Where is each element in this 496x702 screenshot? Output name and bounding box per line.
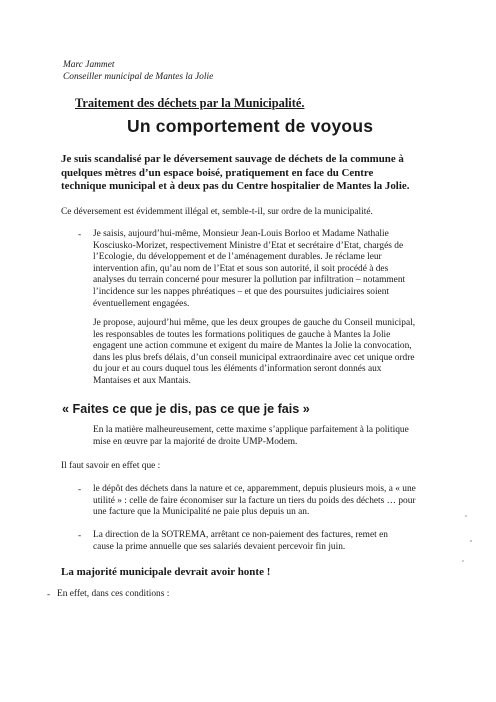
- text-line: cause la prime annuelle que ses salariés devaient percevoir fin juin.: [93, 541, 346, 552]
- scan-speck: [465, 515, 467, 517]
- bullet-paragraph-ministers: [93, 229, 455, 310]
- bullet-paragraph-sotrema: [93, 530, 455, 553]
- author-name: Marc Jammet: [63, 60, 115, 70]
- text-line: analyses du terrain concerné pour mesurer la pollution par infiltration – notamment: [93, 275, 406, 286]
- text-line: éventuellement engagées.: [93, 298, 190, 309]
- author-role: Conseiller municipal de Mantes la Jolie: [63, 72, 214, 82]
- text-line: engagent une action commune et exigent du maire de Mantes la Jolie la convocation,: [93, 341, 412, 352]
- paragraph-proposal: [93, 318, 455, 388]
- text-line: Kosciusko-Morizet, respectivement Ministre d’Etat et secrétaire d’Etat, chargés de: [93, 240, 404, 251]
- conclusion-heading: La majorité municipale devrait avoir honte !: [61, 566, 271, 578]
- lead-paragraph: [61, 153, 455, 194]
- lead-line: quelques mètres d’un espace boisé, pratiquement en face du Centre: [61, 166, 374, 179]
- scan-speck: [470, 540, 472, 542]
- bullet-dash: -: [78, 485, 82, 495]
- text-line: dans les plus brefs délais, d’un conseil municipal extraordinaire avec cet unique ordre: [93, 352, 415, 363]
- text-line: Mantaises et aux Mantais.: [93, 375, 191, 386]
- subtitle: Traitement des déchets par la Municipalité.: [75, 96, 305, 110]
- text-line: Je propose, aujourd’hui même, que les deux groupes de gauche du Conseil municipal,: [93, 318, 416, 328]
- intro-sentence-2: Il faut savoir en effet que :: [61, 461, 161, 471]
- text-line: La direction de la SOTREMA, arrêtant ce non-paiement des factures, remet en: [93, 530, 388, 540]
- text-line: intervention afin, qu’au nom de l’Etat et sous son autorité, il soit procédé à des: [93, 263, 389, 274]
- text-line: l’Ecologie, du développement et de l’aménagement durables. Je réclame leur: [93, 252, 382, 263]
- page-title: Un comportement de voyous: [127, 116, 374, 136]
- lead-line: Je suis scandalisé par le déversement sauvage de déchets de la commune à: [61, 153, 404, 165]
- bullet-paragraph-waste: [93, 484, 455, 519]
- text-line: les responsables de toutes les formations politiques de gauche à Mantes la Jolie: [93, 329, 391, 340]
- text-line: utilité » : celle de faire économiser sur la facture un tiers du poids des déchets … pour: [93, 495, 416, 506]
- text-line: En la matière malheureusement, cette maxime s’applique parfaitement à la politique: [93, 425, 409, 435]
- bullet-dash: -: [78, 230, 82, 240]
- text-line: le dépôt des déchets dans la nature et ce, apparemment, depuis plusieurs mois, a « une: [93, 484, 416, 494]
- closing-sentence: En effet, dans ces conditions :: [57, 589, 170, 599]
- bullet-dash: -: [47, 590, 51, 600]
- bullet-dash: -: [78, 531, 82, 541]
- text-line: du jour et au cours duquel tous les éléments d’information seront donnés aux: [93, 364, 382, 375]
- text-line: une facture que la Municipalité ne paie plus depuis un an.: [93, 507, 310, 518]
- text-line: Je saisis, aujourd’hui-même, Monsieur Jean-Louis Borloo et Madame Nathalie: [93, 229, 389, 239]
- quote-heading: « Faites ce que je dis, pas ce que je fais »: [62, 402, 310, 416]
- intro-sentence: Ce déversement est évidemment illégal et, semble-t-il, sur ordre de la municipalité.: [61, 207, 373, 217]
- text-line: l’incidence sur les nappes phréatiques – et que des poursuites judiciaires soient: [93, 286, 390, 297]
- lead-line: technique municipal et à deux pas du Centre hospitalier de Mantes la Jolie.: [61, 180, 410, 193]
- paragraph-maxim: [93, 425, 455, 448]
- text-line: mise en œuvre par la majorité de droite UMP-Modem.: [93, 436, 298, 447]
- scan-speck: [462, 560, 464, 562]
